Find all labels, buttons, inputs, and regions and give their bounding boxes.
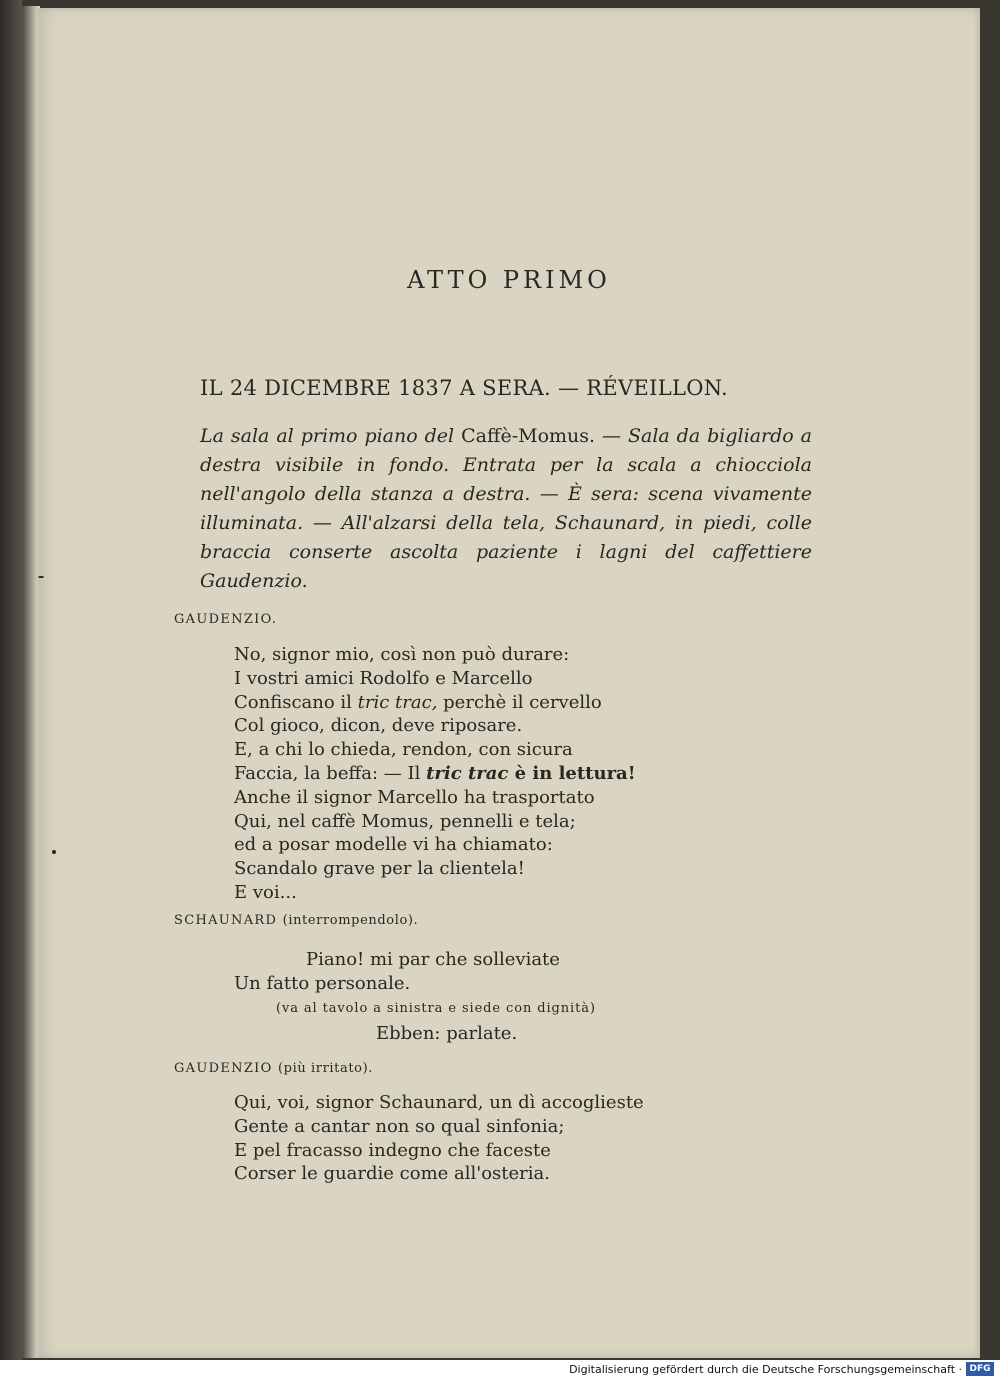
verse-line: Qui, voi, signor Schaunard, un dì accoglieste [234, 1092, 644, 1113]
footer-bar [0, 1360, 1000, 1380]
speaker-direction: (più irritato). [277, 1061, 374, 1076]
cafe-name: Caffè-Momus. [461, 425, 596, 447]
speaker-gaudenzio-2 [174, 1061, 373, 1076]
verse-line: Ebben: parlate. [376, 1023, 518, 1044]
speaker-direction: (interrompendolo). [282, 913, 419, 928]
verse-line: E pel fracasso indegno che faceste [234, 1139, 551, 1161]
verse-line: E, a chi lo chieda, rendon, con sicura [234, 739, 573, 761]
verse-line [234, 691, 636, 715]
paper-speck [52, 850, 56, 854]
verse-line: I vostri amici Rodolfo e Marcello [234, 667, 533, 689]
speaker-name: SCHAUNARD [174, 913, 278, 928]
speaker-gaudenzio-1: GAUDENZIO. [174, 612, 278, 627]
verse-line: E voi... [234, 881, 297, 903]
verse-italic: tric trac, [357, 691, 438, 713]
verse-line: Corser le guardie come all'osteria. [234, 1163, 550, 1185]
stage-description [200, 422, 812, 596]
description-part-2: — Sala da bigliardo a destra visibile in fondo. Entrata per la scala a chiocciola nell'angolo della stanza a destra. — È sera: scena vivamente illuminata. — All'alzarsi della tela, Schaunard, in piedi, colle braccia conserte ascolta paziente i lagni del caffettiere Gaudenzio. [200, 425, 812, 592]
verse-line: Qui, nel caffè Momus, pennelli e tela; [234, 810, 576, 832]
verse-line: ed a posar modelle vi ha chiamato: [234, 834, 553, 856]
funding-notice: Digitalisierung gefördert durch die Deutsche Forschungsgemeinschaft · [569, 1363, 962, 1376]
speech-gaudenzio-1 [234, 643, 636, 905]
verse-line: Un fatto personale. [234, 973, 411, 994]
book-spine [0, 0, 22, 1360]
verse-fragment: Confiscano il [234, 691, 358, 713]
schaunard-line-3 [376, 1022, 517, 1046]
schaunard-line-1 [306, 948, 560, 972]
verse-line: No, signor mio, così non può durare: [234, 644, 570, 665]
verse-line: Col gioco, dicon, deve riposare. [234, 715, 523, 737]
act-title: ATTO PRIMO [407, 266, 611, 294]
scene-heading: IL 24 DICEMBRE 1837 A SERA. — RÉVEILLON. [200, 376, 729, 400]
verse-fragment: Faccia, la beffa: — Il [234, 762, 427, 784]
verse-fragment: perchè il cervello [437, 691, 602, 713]
dfg-logo: DFG [966, 1362, 994, 1376]
verse-line: Gente a cantar non so qual sinfonia; [234, 1115, 565, 1137]
description-part-1: La sala al primo piano del [200, 425, 462, 447]
speech-gaudenzio-2 [234, 1091, 644, 1186]
paper-speck [38, 576, 44, 578]
verse-line: Scandalo grave per la clientela! [234, 858, 525, 880]
verse-fragment: è in lettura! [508, 762, 636, 784]
verse-line [234, 762, 636, 786]
verse-italic: tric trac [426, 762, 509, 784]
schaunard-line-2 [234, 972, 410, 996]
speaker-schaunard [174, 913, 418, 928]
speaker-name: GAUDENZIO [174, 1061, 273, 1076]
stage-direction: (va al tavolo a sinistra e siede con dignità) [276, 1001, 596, 1016]
book-page [38, 8, 980, 1358]
verse-line: Piano! mi par che solleviate [306, 949, 560, 970]
verse-line: Anche il signor Marcello ha trasportato [234, 786, 595, 808]
